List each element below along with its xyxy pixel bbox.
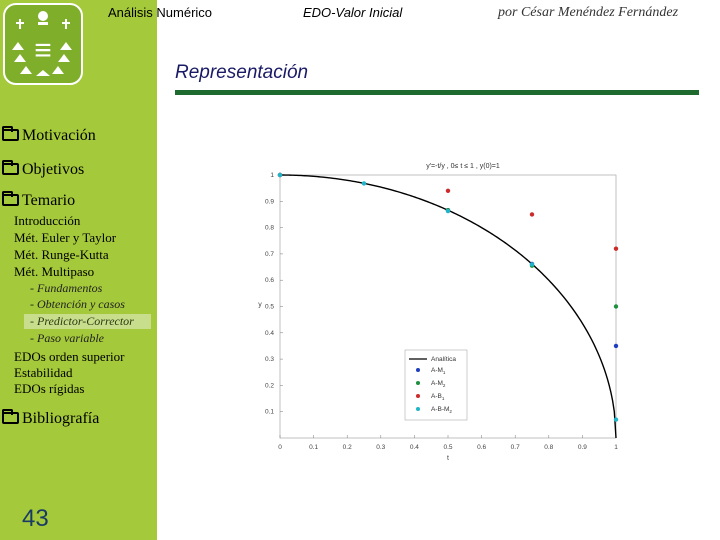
legend-swatch (416, 407, 420, 411)
menu-subsubitem-fundamentos[interactable]: - Fundamentos (30, 281, 103, 295)
x-tick-label: 0.1 (309, 444, 319, 451)
menu-subsubitem-paso-variable[interactable]: - Paso variable (30, 331, 104, 345)
x-tick-label: 0 (278, 444, 282, 451)
ode-solution-chart (250, 150, 650, 465)
x-tick-label: 0.8 (544, 444, 554, 451)
data-point-a-b1 (530, 212, 534, 216)
slide-title: Representación (175, 62, 309, 83)
x-tick-label: 0.4 (409, 444, 419, 451)
menu-subitem-multipaso[interactable]: Mét. Multipaso (14, 264, 95, 279)
folder-icon (2, 163, 19, 175)
data-point-a-b-m2 (530, 262, 534, 266)
y-tick-label: 0.3 (264, 356, 274, 364)
data-point-a-m1 (614, 344, 618, 348)
x-tick-label: 0.6 (477, 444, 487, 451)
data-point-a-m2 (614, 304, 618, 308)
y-tick-label: 0.2 (264, 382, 274, 390)
legend-swatch (416, 368, 420, 372)
x-tick-label: 0.9 (577, 444, 587, 451)
legend-label: $A-B_1$ (431, 393, 445, 401)
data-point-a-b-m2 (614, 417, 618, 421)
folder-icon (2, 412, 19, 424)
menu-subitem-euler-taylor[interactable]: Mét. Euler y Taylor (14, 230, 117, 245)
menu-item-bibliografia[interactable]: Bibliografía (2, 410, 99, 428)
legend-label: $A-M_2$ (431, 380, 446, 388)
page-number: 43 (22, 505, 49, 532)
legend-swatch (416, 381, 420, 385)
data-point-a-b1 (446, 189, 450, 193)
data-point-a-b-m2 (446, 209, 450, 213)
data-point-a-b-m2 (362, 181, 366, 185)
header-course: Análisis Numérico (108, 5, 213, 20)
legend-analytic-label: Analítica (431, 356, 456, 363)
y-tick-label: 0.8 (264, 224, 274, 232)
y-tick-label: 0.5 (264, 303, 274, 311)
y-axis-label: y (258, 301, 262, 309)
data-point-a-b-m2 (278, 173, 282, 177)
title-underline (175, 90, 699, 95)
x-axis-label: t (447, 455, 449, 462)
x-tick-label: 0.7 (510, 444, 520, 451)
x-tick-label: 0.2 (342, 444, 352, 451)
menu-item-motivacion[interactable]: Motivación (2, 127, 96, 145)
menu-subitem-runge-kutta[interactable]: Mét. Runge-Kutta (14, 247, 109, 262)
folder-icon (2, 129, 19, 141)
chart-title: y'=-t/y , 0≤ t ≤ 1 , y(0)=1 (426, 163, 500, 170)
menu-subsubitem-predictor-corrector[interactable]: - Predictor-Corrector (24, 314, 151, 329)
menu-subsubitem-obtencion[interactable]: - Obtención y casos (30, 297, 125, 311)
legend-label: $A-B-M_2$ (431, 406, 452, 414)
svg-text:≡: ≡ (34, 34, 52, 67)
x-tick-label: 1 (614, 444, 618, 451)
data-point-a-b1 (614, 246, 618, 250)
menu-subitem-edos-orden-superior[interactable]: EDOs orden superior (14, 349, 125, 364)
header-author: por César Menéndez Fernández (498, 5, 679, 20)
y-tick-label: 0.6 (264, 277, 274, 285)
y-tick-label: 0.1 (264, 408, 274, 416)
header-swoop-decoration (157, 24, 700, 96)
x-tick-label: 0.3 (376, 444, 386, 451)
y-tick-label: 0.9 (264, 198, 274, 206)
menu-subitem-edos-rigidas[interactable]: EDOs rígidas (14, 381, 85, 396)
folder-open-icon (2, 194, 19, 206)
university-seal-logo (2, 2, 84, 86)
legend-label: $A-M_1$ (431, 367, 446, 375)
y-tick-label: 1 (270, 172, 274, 179)
menu-item-temario[interactable]: Temario (2, 192, 75, 210)
menu-item-objetivos[interactable]: Objetivos (2, 161, 84, 179)
menu-subitem-introduccion[interactable]: Introducción (14, 213, 81, 228)
legend-swatch (416, 394, 420, 398)
y-tick-label: 0.7 (264, 250, 274, 258)
y-tick-label: 0.4 (264, 329, 274, 337)
header-topic: EDO-Valor Inicial (303, 5, 403, 20)
x-tick-label: 0.5 (443, 444, 453, 451)
menu-subitem-estabilidad[interactable]: Estabilidad (14, 365, 73, 380)
